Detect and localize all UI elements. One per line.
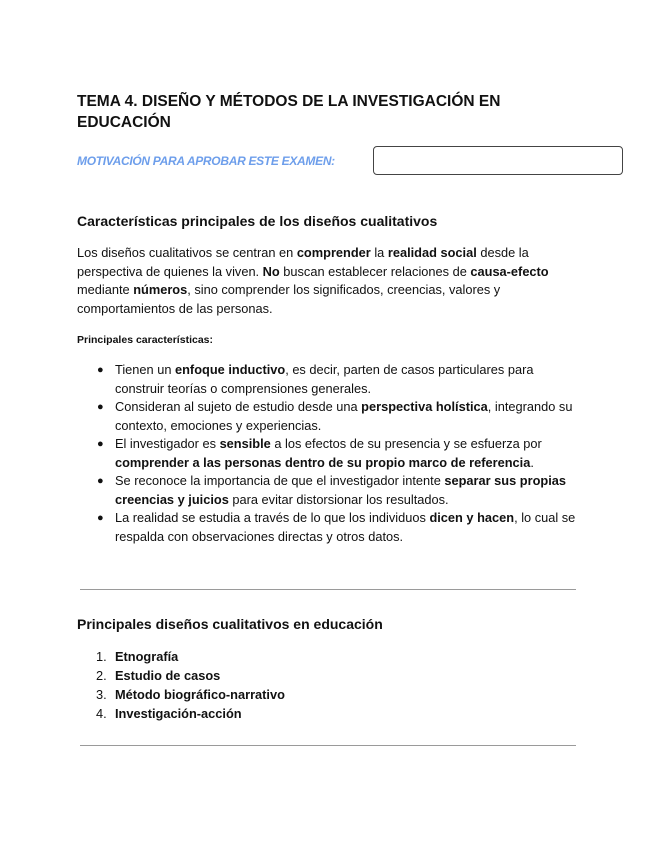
bold-text: sensible (219, 436, 271, 451)
text-run: a los efectos de su presencia y se esfuerza por (270, 436, 542, 451)
list-item (77, 647, 577, 666)
motivation-input[interactable] (373, 146, 623, 175)
bold-text: dicen y hacen (429, 510, 515, 525)
list-item-label: Etnografía (115, 649, 179, 664)
list-item (77, 685, 577, 704)
list-item (77, 361, 577, 398)
section-divider (80, 745, 576, 746)
bold-text: enfoque inductivo (175, 362, 286, 377)
motivation-row (77, 146, 632, 178)
text-run: , es decir, parten de casos particulares para construir teorías o comprensiones generales. (115, 362, 534, 396)
text-run: El investigador es (115, 436, 220, 451)
list-number: 2. (96, 668, 107, 683)
bullet-icon: ● (97, 438, 104, 450)
text-run: desde la perspectiva de quienes la viven. (77, 245, 529, 279)
text-run: Se reconoce la importancia de que el investigador intente (115, 473, 445, 488)
list-item (77, 704, 577, 723)
bullet-icon: ● (97, 364, 104, 376)
text-run: la (370, 245, 388, 260)
section-heading-characteristics: Características principales de los diseños cualitativos (77, 213, 438, 229)
text-run: . (530, 454, 534, 470)
list-item (77, 509, 577, 546)
bold-text: comprender (296, 245, 371, 260)
list-item (77, 472, 577, 509)
bold-text: números (133, 282, 188, 297)
bold-text: comprender a las personas dentro de su propio marco de referencia (115, 454, 531, 470)
text-run: Consideran al sujeto de estudio desde una (115, 399, 362, 414)
intro-paragraph (77, 244, 577, 318)
text-run: Los diseños cualitativos se centran en (77, 245, 297, 260)
list-item (77, 398, 577, 435)
list-item-label: Estudio de casos (115, 668, 221, 683)
list-number: 1. (96, 649, 107, 664)
text-run: buscan establecer relaciones de (279, 263, 471, 279)
designs-list (77, 647, 577, 723)
bold-text: realidad social (387, 245, 477, 260)
list-item-label: Investigación-acción (115, 706, 242, 721)
bullet-icon: ● (97, 401, 104, 413)
text-run: Tienen un (115, 362, 175, 377)
subheading-main-characteristics: Principales características: (77, 334, 213, 346)
text-run: mediante (77, 282, 134, 297)
text-run: , integrando su contexto, emociones y experiencias. (115, 399, 573, 433)
bold-text: No (262, 263, 280, 279)
text-run: , lo cual se respalda con observaciones directas y otros datos. (115, 510, 576, 544)
bullet-icon: ● (97, 475, 104, 487)
characteristics-list (77, 361, 577, 546)
list-item (77, 666, 577, 685)
bold-text: separar sus propias creencias y juicios (115, 473, 567, 507)
bold-text: causa-efecto (470, 263, 549, 279)
page-title: TEMA 4. DISEÑO Y MÉTODOS DE LA INVESTIGACIÓN EN EDUCACIÓN (77, 93, 501, 131)
text-run: La realidad se estudia a través de lo que los individuos (115, 510, 430, 525)
list-item (77, 435, 577, 472)
list-number: 4. (96, 706, 107, 721)
list-number: 3. (96, 687, 107, 702)
text-run: , sino comprender los significados, creencias, valores y comportamientos de las personas. (77, 282, 501, 316)
section-heading-designs: Principales diseños cualitativos en educación (77, 616, 383, 632)
bold-text: perspectiva holística (361, 399, 488, 414)
text-run: para evitar distorsionar los resultados. (228, 491, 449, 507)
bullet-icon: ● (97, 512, 104, 524)
motivation-label: MOTIVACIÓN PARA APROBAR ESTE EXAMEN: (77, 154, 335, 168)
section-divider (80, 589, 576, 590)
list-item-label: Método biográfico-narrativo (115, 687, 285, 702)
